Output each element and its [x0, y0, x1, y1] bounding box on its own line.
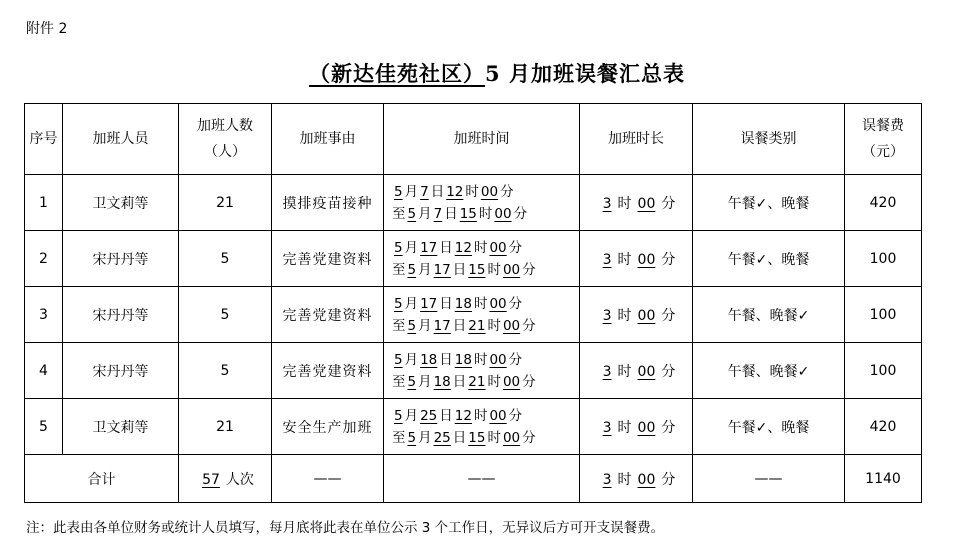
cell-meal: 午餐、晚餐✓ — [693, 287, 845, 343]
footnote: 注：此表由各单位财务或统计人员填写，每月底将此表在单位公示 3 个工作日，无异议后方可开支误餐费。 — [26, 520, 665, 536]
time-start: 5 月 7 日 12 时 00 分 — [394, 183, 514, 200]
cell-duration: 3 时 00 分 — [580, 287, 693, 343]
total-count: 57 人次 — [179, 455, 272, 503]
cell-time — [384, 175, 580, 231]
table-row — [25, 343, 922, 399]
time-start: 5 月 17 日 18 时 00 分 — [394, 295, 523, 312]
total-reason: —— — [272, 455, 384, 503]
time-start: 5 月 25 日 12 时 00 分 — [394, 407, 523, 424]
header-count: 加班人数 （人） — [179, 104, 272, 175]
cell-staff: 卫文莉等 — [63, 399, 179, 455]
header-duration: 加班时长 — [580, 104, 693, 175]
title-rest: 5 月加班误餐汇总表 — [485, 61, 685, 86]
cell-staff: 卫文莉等 — [63, 175, 179, 231]
header-fee: 误餐费 （元） — [845, 104, 922, 175]
overtime-meal-table — [24, 103, 922, 503]
time-end: 至 5 月 25 日 15 时 00 分 — [392, 429, 536, 446]
cell-seq: 4 — [25, 343, 63, 399]
cell-reason: 安全生产加班 — [272, 399, 384, 455]
time-end: 至 5 月 17 日 15 时 00 分 — [392, 261, 536, 278]
time-end: 至 5 月 7 日 15 时 00 分 — [392, 205, 528, 222]
cell-staff: 宋丹丹等 — [63, 287, 179, 343]
cell-duration: 3 时 00 分 — [580, 231, 693, 287]
cell-duration: 3 时 00 分 — [580, 175, 693, 231]
cell-fee: 100 — [845, 343, 922, 399]
cell-duration: 3 时 00 分 — [580, 399, 693, 455]
total-label: 合计 — [25, 455, 179, 503]
header-staff: 加班人员 — [63, 104, 179, 175]
cell-meal: 午餐、晚餐✓ — [693, 343, 845, 399]
table-row — [25, 399, 922, 455]
cell-time — [384, 287, 580, 343]
cell-meal: 午餐✓、晚餐 — [693, 231, 845, 287]
cell-count: 21 — [179, 399, 272, 455]
cell-count: 21 — [179, 175, 272, 231]
time-start: 5 月 18 日 18 时 00 分 — [394, 351, 523, 368]
cell-duration: 3 时 00 分 — [580, 343, 693, 399]
total-duration: 3 时 00 分 — [580, 455, 693, 503]
header-meal: 误餐类别 — [693, 104, 845, 175]
cell-reason: 完善党建资料 — [272, 287, 384, 343]
page-title — [0, 58, 976, 88]
cell-count: 5 — [179, 343, 272, 399]
cell-fee: 420 — [845, 175, 922, 231]
table-total-row — [25, 455, 922, 503]
cell-time — [384, 399, 580, 455]
time-end: 至 5 月 18 日 21 时 00 分 — [392, 373, 536, 390]
cell-seq: 3 — [25, 287, 63, 343]
cell-fee: 100 — [845, 287, 922, 343]
cell-meal: 午餐✓、晚餐 — [693, 175, 845, 231]
cell-seq: 5 — [25, 399, 63, 455]
title-community: （新达佳苑社区） — [309, 61, 486, 86]
cell-seq: 1 — [25, 175, 63, 231]
table-row — [25, 175, 922, 231]
cell-count: 5 — [179, 287, 272, 343]
cell-reason: 完善党建资料 — [272, 231, 384, 287]
cell-time — [384, 231, 580, 287]
cell-fee: 100 — [845, 231, 922, 287]
attachment-label: 附件 2 — [26, 21, 68, 37]
cell-reason: 完善党建资料 — [272, 343, 384, 399]
cell-time — [384, 343, 580, 399]
cell-meal: 午餐✓、晚餐 — [693, 399, 845, 455]
cell-count: 5 — [179, 231, 272, 287]
total-meal: —— — [693, 455, 845, 503]
table-row — [25, 287, 922, 343]
total-time: —— — [384, 455, 580, 503]
cell-fee: 420 — [845, 399, 922, 455]
cell-reason: 摸排疫苗接种 — [272, 175, 384, 231]
table-row — [25, 231, 922, 287]
header-time: 加班时间 — [384, 104, 580, 175]
total-fee: 1140 — [845, 455, 922, 503]
table-header-row — [25, 104, 922, 175]
time-start: 5 月 17 日 12 时 00 分 — [394, 239, 523, 256]
cell-staff: 宋丹丹等 — [63, 231, 179, 287]
cell-seq: 2 — [25, 231, 63, 287]
header-seq: 序号 — [25, 104, 63, 175]
time-end: 至 5 月 17 日 21 时 00 分 — [392, 317, 536, 334]
cell-staff: 宋丹丹等 — [63, 343, 179, 399]
header-reason: 加班事由 — [272, 104, 384, 175]
